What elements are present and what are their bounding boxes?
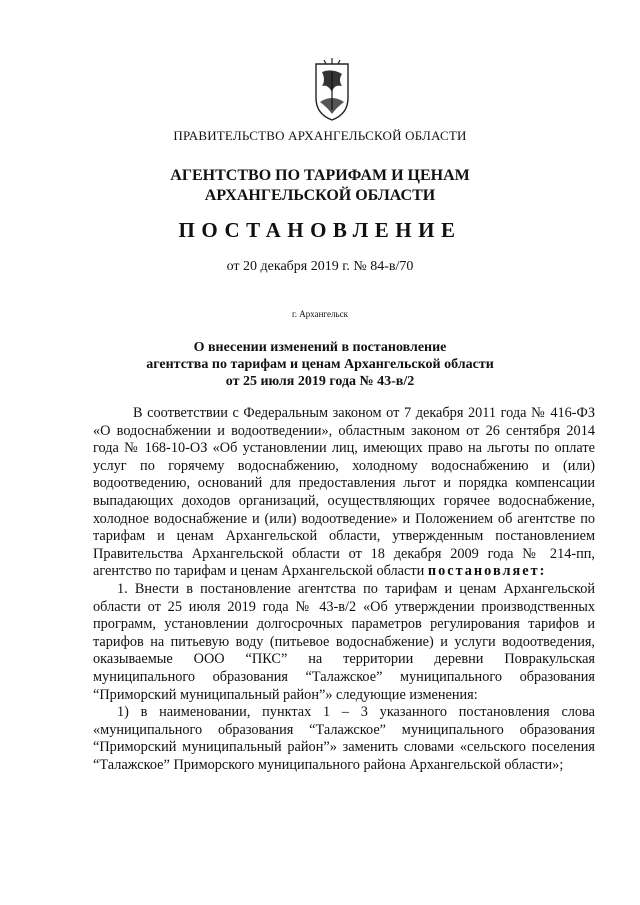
coat-of-arms-icon — [312, 58, 352, 122]
agency-name-line1: АГЕНТСТВО ПО ТАРИФАМ И ЦЕНАМ — [170, 167, 470, 184]
clause-1-paragraph: 1. Внести в постановление агентства по тарифам и ценам Архангельской области от 25 июля 2019 года № 43-в/2 «Об утверждении производственных программ, установлении долгосрочных параметров регулирования тарифов и тарифов на питьевую воду (питьевое водоснабжение) и услуги водоотведения, оказываемые ООО “ПКС” на территории деревни Повракульская муниципального образования “Талажское” муниципального образования “Приморский муниципальный район”» следующие изменения: — [93, 580, 595, 703]
clause-1-1-paragraph: 1) в наименовании, пунктах 1 – 3 указанного постановления слова «муниципального образования “Талажское” муниципального образования “Приморский муниципальный район”» заменить словами «сельского поселения “Талажское” Приморского муниципального района Архангельской области»; — [93, 704, 595, 773]
document-subject — [0, 339, 640, 390]
document-date-number: от 20 декабря 2019 г. № 84-в/70 — [226, 259, 414, 274]
subject-line3: от 25 июля 2019 года № 43-в/2 — [225, 374, 415, 389]
decree-keyword: постановляет: — [427, 563, 547, 580]
preamble-paragraph — [93, 405, 595, 581]
subject-line2: агентства по тарифам и ценам Архангельской области — [146, 357, 494, 372]
document-body — [93, 405, 595, 774]
agency-name-line2: АРХАНГЕЛЬСКОЙ ОБЛАСТИ — [204, 187, 436, 204]
preamble-text: В соответствии с Федеральным законом от 7 декабря 2011 года № 416-ФЗ «О водоснабжении и водоотведении», областным законом от 26 сентября 2014 года № 168-10-ОЗ «Об установлении лиц, имеющих право на льготы по оплате услуг по горячему водоснабжению, холодному водоснабжению и (или) водоотведению, оснований для предоставления льгот и порядка компенсации выпадающих доходов организаций, осуществляющих горячее водоснабжение, холодное водоснабжение и (или) водоотведение» и Положением об агентстве по тарифам и ценам Архангельской области, утвержденным постановлением Правительства Архангельской области от 18 декабря 2009 года № 214-пп, агентство по тарифам и ценам Архангельской области — [93, 405, 595, 580]
subject-line1: О внесении изменений в постановление — [193, 340, 447, 355]
agency-name — [0, 166, 640, 206]
government-name: ПРАВИТЕЛЬСТВО АРХАНГЕЛЬСКОЙ ОБЛАСТИ — [173, 128, 467, 143]
document-city: г. Архангельск — [292, 309, 348, 319]
document-type: ПОСТАНОВЛЕНИЕ — [178, 218, 462, 242]
